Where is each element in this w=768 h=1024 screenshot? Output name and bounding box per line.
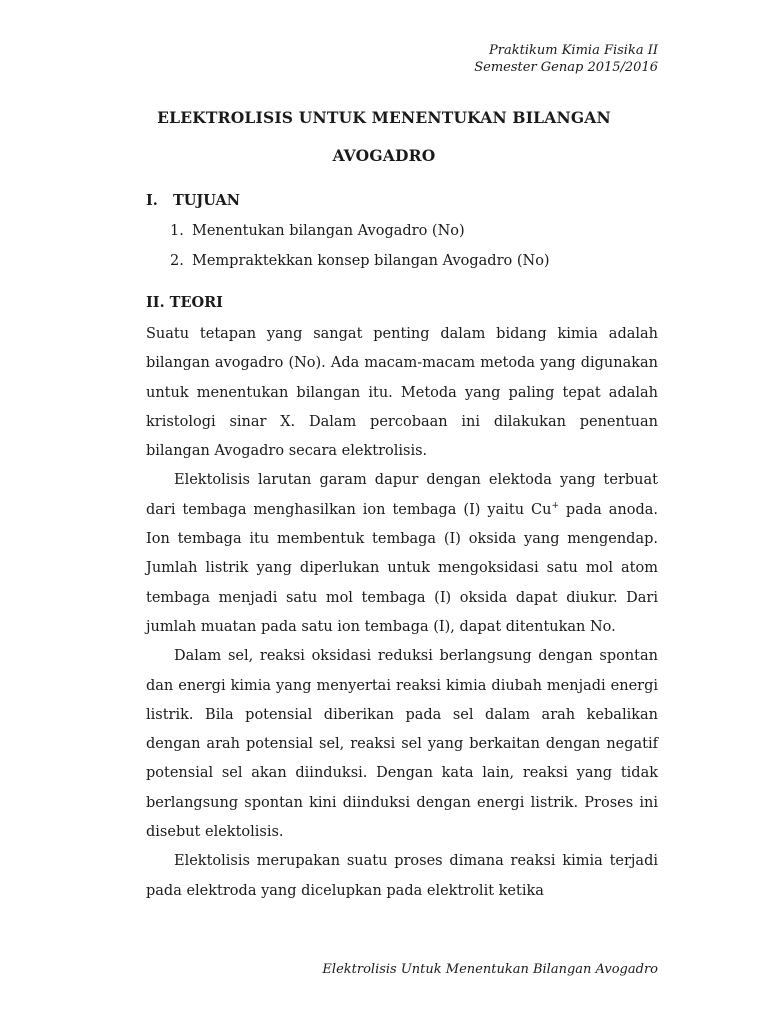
paragraph-2	[146, 466, 658, 642]
paragraph-3: Dalam sel, reaksi oksidasi reduksi berlangsung dengan spontan dan energi kimia yang menyertai reaksi kimia diubah menjadi energi listrik. Bila potensial diberikan pada sel dalam arah kebalikan dengan arah potensial sel, reaksi sel yang berkaitan dengan negatif potensial sel akan diinduksi. Dengan kata lain, reaksi yang tidak berlangsung spontan kini diinduksi dengan energi listrik. Proses ini disebut elektolisis.	[146, 648, 658, 841]
list-item-text: Mempraktekkan konsep bilangan Avogadro (No)	[192, 253, 550, 269]
paragraph-2-start: Elektolisis larutan garam dapur dengan elektoda yang terbuat dari tembaga menghasilkan ion tembaga (I) yaitu Cu	[146, 472, 658, 518]
running-header	[474, 42, 658, 76]
section-heading-tujuan: I. TUJUAN	[146, 192, 240, 209]
teori-body	[146, 320, 658, 906]
paragraph-1: Suatu tetapan yang sangat penting dalam bidang kimia adalah bilangan avogadro (No). Ada macam-macam metoda yang digunakan untuk menentukan bilangan itu. Metoda yang paling tepat adalah kristologi sinar X. Dalam percobaan ini dilakukan penentuan bilangan Avogadro secara elektrolisis.	[146, 326, 658, 460]
superscript-charge: +	[551, 500, 559, 511]
list-item	[170, 223, 465, 239]
section-heading-teori: II. TEORI	[146, 294, 223, 311]
paragraph-4: Elektolisis merupakan suatu proses dimana reaksi kimia terjadi pada elektroda yang dicelupkan pada elektrolit ketika	[146, 853, 658, 899]
list-item-number: 1.	[170, 223, 184, 239]
document-title-line2: AVOGADRO	[332, 146, 436, 165]
running-footer: Elektrolisis Untuk Menentukan Bilangan Avogadro	[322, 962, 658, 977]
header-semester: Semester Genap 2015/2016	[474, 60, 658, 75]
header-course: Praktikum Kimia Fisika II	[489, 43, 658, 58]
paragraph-2-end: pada anoda. Ion tembaga itu membentuk tembaga (I) oksida yang mengendap. Jumlah listrik yang diperlukan untuk mengoksidasi satu mol atom tembaga menjadi satu mol tembaga (I) oksida dapat diukur. Dari jumlah muatan pada satu ion tembaga (I), dapat ditentukan No.	[146, 501, 658, 635]
document-title-line1: ELEKTROLISIS UNTUK MENENTUKAN BILANGAN	[157, 108, 611, 127]
list-item-text: Menentukan bilangan Avogadro (No)	[192, 223, 465, 239]
list-item	[170, 253, 550, 269]
list-item-number: 2.	[170, 253, 184, 269]
